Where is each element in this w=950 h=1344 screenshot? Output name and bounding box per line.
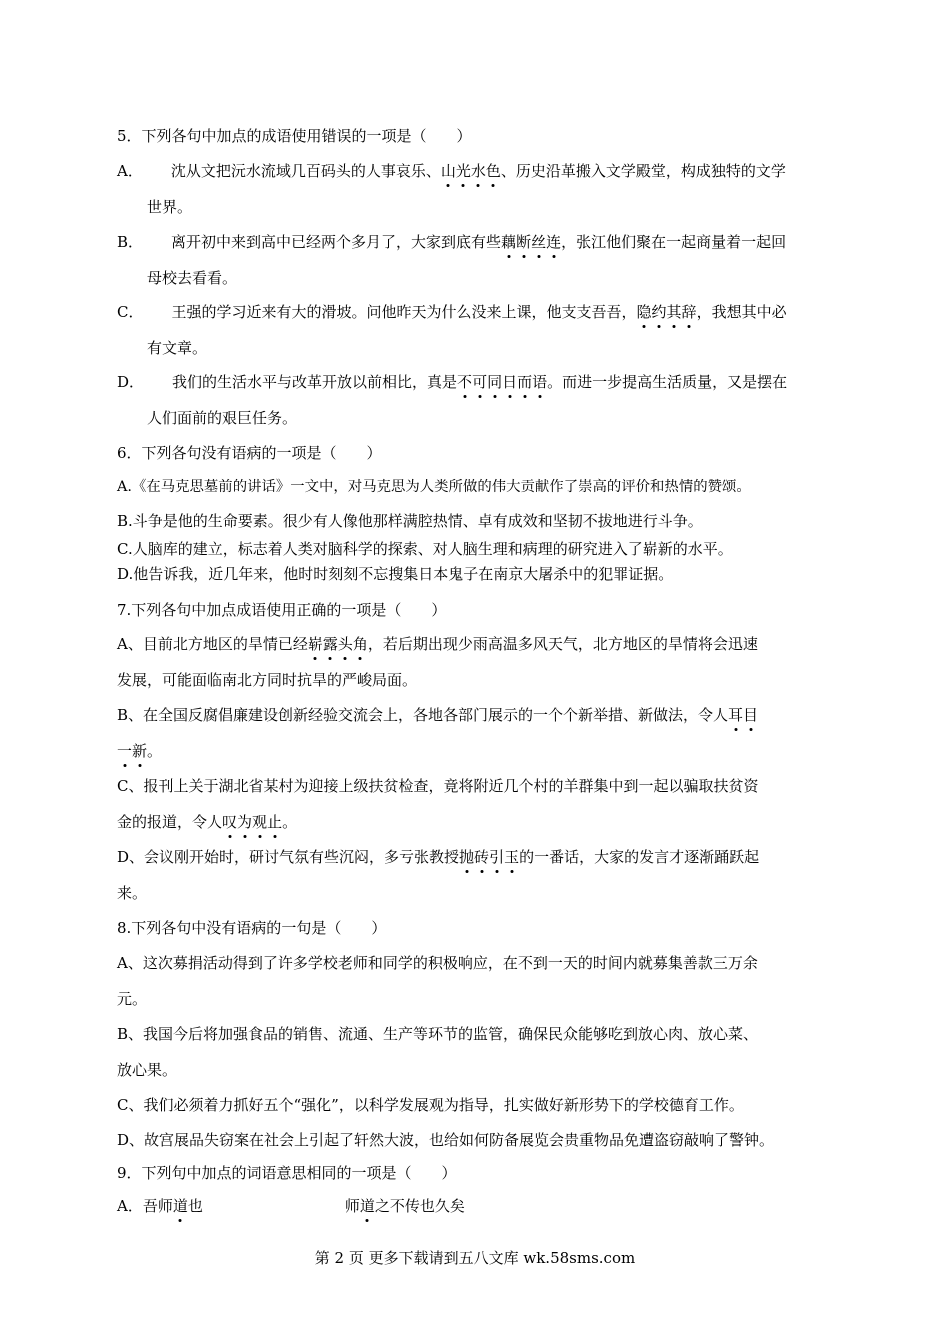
emphasis-char: 玉: [504, 848, 520, 866]
emphasis-char: 头: [337, 635, 353, 653]
q8-a-continuation: 元。: [117, 990, 148, 1008]
q5-d-text2: 。而进一步提高生活质量，又是摆在: [547, 373, 788, 391]
emphasis-char: 藕: [501, 233, 517, 251]
q5-stem: 5．下列各句中加点的成语使用错误的一项是（ ）: [117, 127, 472, 145]
q5-a-text: 沈从文把沅水流域几百码头的人事哀乐、: [170, 162, 441, 180]
q7-option-c: C、报刊上关于湖北省某村为迎接上级扶贫检查，竟将附近几个村的羊群集中到一起以骗取扶贫资: [117, 777, 759, 795]
q7-d-text: D、会议刚开始时，研讨气氛有些沉闷，多亏张教授: [117, 848, 460, 866]
emphasis-char: 止: [267, 813, 283, 831]
page-footer: 第 2 页 更多下载请到五八文库 wk.58sms.com: [314, 1249, 636, 1267]
emphasis-char: 叹: [222, 813, 238, 831]
q7-b-text2: 。: [147, 742, 163, 760]
q7-d-text2: 的一番话，大家的发言才逐渐踊跃起: [519, 848, 760, 866]
q7-c-text: 金的报道，令人: [117, 813, 223, 831]
q7-a-text: A、目前北方地区的旱情已经: [117, 635, 308, 653]
q7-option-a: [117, 634, 758, 654]
q5-c-label: C．: [117, 303, 144, 321]
q9-option-a: [117, 1196, 465, 1216]
q5-option-c: [117, 302, 787, 322]
emphasis-char: 色: [485, 162, 501, 180]
q5-d-continuation: 人们面前的艰巨任务。: [147, 409, 298, 427]
q5-b-text: 离开初中来到高中已经两个多月了，大家到底有些: [171, 233, 502, 251]
q5-b-continuation: 母校去看看。: [147, 269, 238, 287]
q5-a-text2: 、历史沿革搬入文学殿堂，构成独特的文学: [500, 162, 786, 180]
q9-a-label: A．: [117, 1197, 143, 1215]
q8-option-a: A、这次募捐活动得到了许多学校老师和同学的积极响应，在不到一天的时间内就募集善款三万余: [117, 954, 758, 972]
emphasis-char: 不: [457, 373, 473, 391]
q5-c-text: 王强的学习近来有大的滑坡。问他昨天为什么没来上课，他支支吾吾，: [171, 303, 637, 321]
q5-c-text2: ，我想其中必: [696, 303, 787, 321]
emphasis-char: 耳: [728, 706, 744, 724]
q7-a-dotted: [308, 635, 368, 653]
q8-option-d: D、故宫展品失窃案在社会上引起了轩然大波，也给如何防备展览会贵重物品免遭盗窃敲响了警钟。: [117, 1131, 775, 1149]
emphasis-char: 为: [237, 813, 253, 831]
q5-b-label: B．: [117, 233, 144, 251]
q7-b-text: B、在全国反腐倡廉建设创新经验交流会上，各地各部门展示的一个个新举措、新做法，令人: [117, 706, 729, 724]
emphasis-char: 崭: [307, 635, 323, 653]
q8-b-continuation: 放心果。: [117, 1061, 178, 1079]
q5-b-text2: ，张江他们聚在一起商量着一起回: [561, 233, 787, 251]
q9-a1-text2: 也: [187, 1197, 203, 1215]
emphasis-char: 约: [651, 303, 667, 321]
emphasis-char: 山: [440, 162, 456, 180]
emphasis-char: 其: [666, 303, 682, 321]
emphasis-char: 可: [472, 373, 488, 391]
emphasis-char: 而: [517, 373, 533, 391]
q6-option-d: D.他告诉我，近几年来，他时时刻刻不忘搜集日本鬼子在南京大屠杀中的犯罪证据。: [117, 565, 674, 583]
q8-stem: 8.下列各句中没有语病的一句是（ ）: [117, 919, 387, 937]
emphasis-char: 露: [322, 635, 338, 653]
emphasis-char: 语: [532, 373, 548, 391]
q9-a2-dotted: [360, 1197, 375, 1215]
q5-a-continuation: 世界。: [147, 198, 193, 216]
emphasis-char: 砖: [474, 848, 490, 866]
q7-option-d: [117, 847, 759, 867]
q7-c-text2: 。: [282, 813, 298, 831]
q8-option-c: C、我们必须着力抓好五个“强化”，以科学发展观为指导，扎实做好新形势下的学校德育工作。: [117, 1096, 744, 1114]
q5-d-label: D．: [117, 373, 145, 391]
q5-a-label: A．: [117, 162, 143, 180]
q5-option-a: [117, 161, 786, 181]
q7-b-continuation: [117, 741, 162, 761]
emphasis-char: 辞: [681, 303, 697, 321]
q9-a1-dotted: [173, 1197, 188, 1215]
q7-a-continuation: 发展，可能面临南北方同时抗旱的严峻局面。: [117, 671, 418, 689]
q5-d-dotted: [457, 373, 547, 391]
emphasis-char: 一: [117, 742, 133, 760]
emphasis-char: 引: [489, 848, 505, 866]
q6-option-c: C.人脑库的建立，标志着人类对脑科学的探索、对人脑生理和病理的研究进入了崭新的水平。: [117, 540, 733, 558]
q6-stem: 6．下列各句没有语病的一项是（ ）: [117, 444, 382, 462]
emphasis-char: 同: [487, 373, 503, 391]
q7-d-continuation: 来。: [117, 884, 148, 902]
q9-a2-text: 师: [344, 1197, 360, 1215]
emphasis-char: 道: [359, 1197, 375, 1215]
q6-option-b: B.斗争是他的生命要素。很少有人像他那样满腔热情、卓有成效和坚韧不拔地进行斗争。: [117, 512, 703, 530]
emphasis-char: 日: [502, 373, 518, 391]
emphasis-char: 水: [470, 162, 486, 180]
emphasis-char: 丝: [531, 233, 547, 251]
q6-option-a: A.《在马克思墓前的讲话》一文中，对马克思为人类所做的伟大贡献作了崇高的评价和热情的赞颂。: [117, 479, 751, 495]
emphasis-char: 光: [455, 162, 471, 180]
q8-option-b: B、我国今后将加强食品的销售、流通、生产等环节的监管，确保民众能够吃到放心肉、放心菜、: [117, 1025, 759, 1043]
q7-b-dotted2: [117, 742, 147, 760]
q7-d-dotted: [459, 848, 519, 866]
q9-a2-text2: 之不传也久矣: [374, 1197, 465, 1215]
emphasis-char: 目: [743, 706, 759, 724]
q5-a-dotted: [441, 162, 501, 180]
emphasis-char: 观: [252, 813, 268, 831]
q5-option-d: [117, 372, 787, 392]
emphasis-char: 断: [516, 233, 532, 251]
q5-c-dotted: [637, 303, 697, 321]
q7-b-dotted: [728, 706, 758, 724]
q5-option-b: [117, 232, 786, 252]
q9-stem: 9．下列句中加点的词语意思相同的一项是（ ）: [117, 1164, 457, 1182]
emphasis-char: 新: [132, 742, 148, 760]
q5-c-continuation: 有文章。: [147, 339, 208, 357]
emphasis-char: 道: [172, 1197, 188, 1215]
q5-b-dotted: [501, 233, 561, 251]
emphasis-char: 连: [546, 233, 562, 251]
q7-stem: 7.下列各句中加点成语使用正确的一项是（ ）: [117, 601, 447, 619]
q7-c-continuation: [117, 812, 297, 832]
emphasis-char: 隐: [636, 303, 652, 321]
emphasis-char: 角: [352, 635, 368, 653]
q7-option-b: [117, 705, 758, 725]
q5-d-text: 我们的生活水平与改革开放以前相比，真是: [172, 373, 458, 391]
emphasis-char: 抛: [459, 848, 475, 866]
q7-c-dotted: [222, 813, 282, 831]
q9-a1-text: 吾师: [142, 1197, 173, 1215]
q7-a-text2: ，若后期出现少雨高温多风天气，北方地区的旱情将会迅速: [367, 635, 758, 653]
